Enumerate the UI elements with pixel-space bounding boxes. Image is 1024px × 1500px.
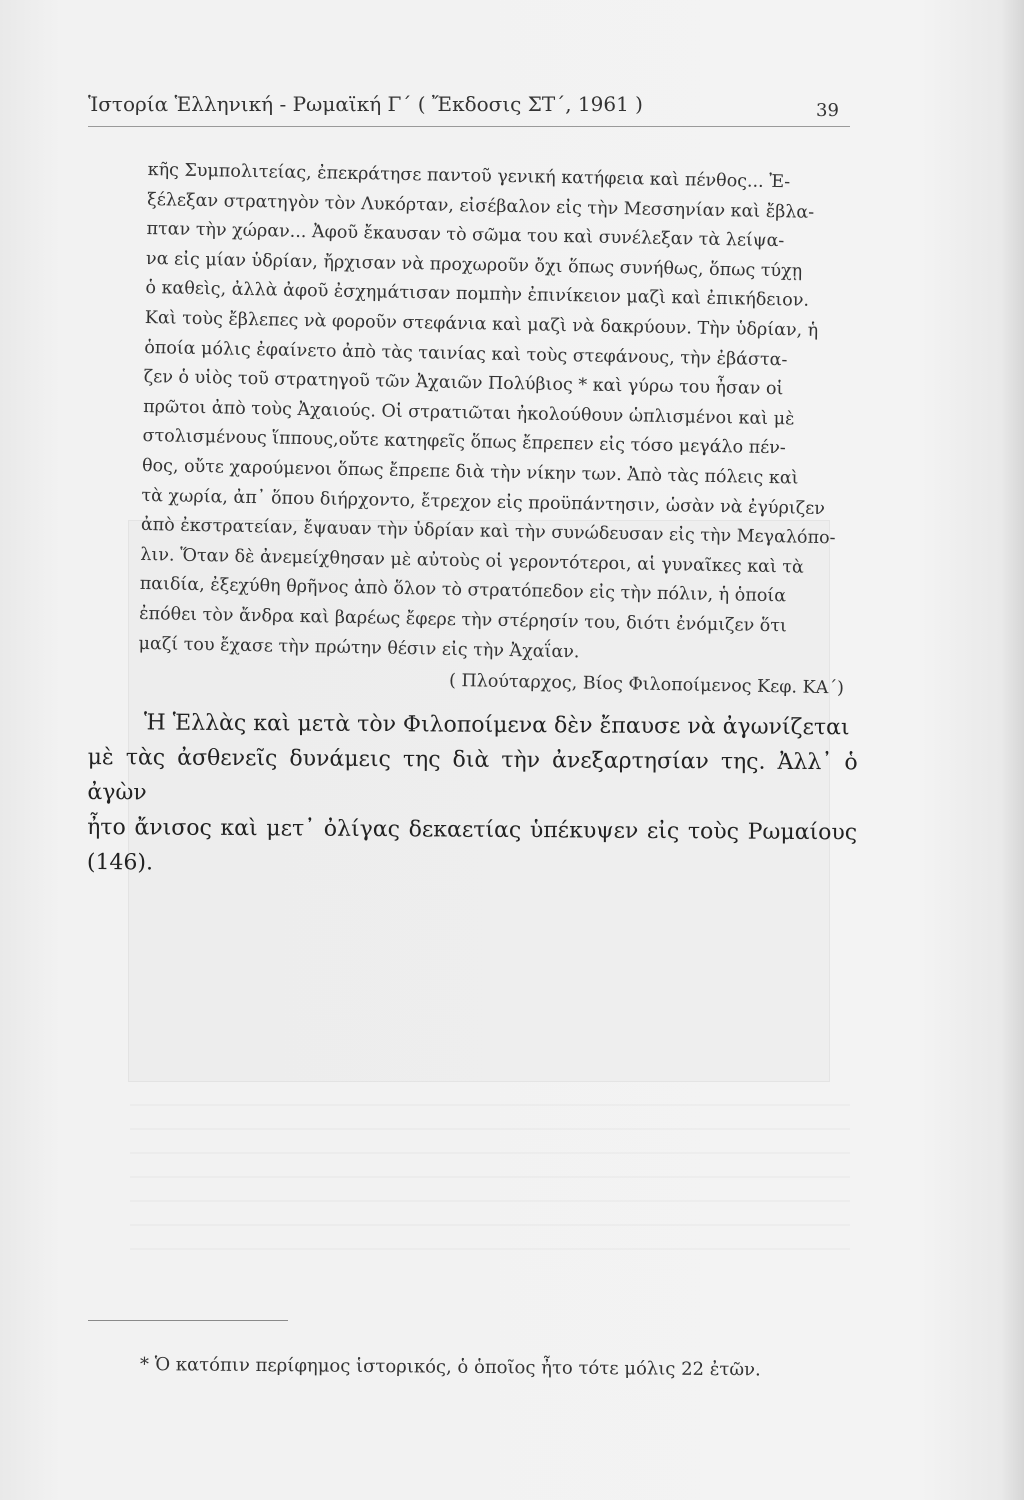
quote-line: ἐπόθει τὸν ἄνδρα καὶ βαρέως ἔφερε τὴν στέρησίν του, διότι ἐνόμιζεν ὅτι xyxy=(139,603,788,637)
quote-source: ( Πλούταρχος, Βίος Φιλοποίμενος Κεφ. ΚΑ΄) xyxy=(448,670,845,699)
quote-line: τὰ χωρία, ἀπ᾽ ὅπου διήρχοντο, ἔτρεχον εἰς προϋπάντησιν, ὡσὰν νὰ ἐγύριζεν xyxy=(141,485,826,519)
quote-line: μαζί του ἔχασε τὴν πρώτην θέσιν εἰς τὴν Ἀχαΐαν. xyxy=(138,633,580,662)
quote-line: ὁποία μόλις ἐφαίνετο ἀπὸ τὰς ταινίας καὶ τοὺς στεφάνους, τὴν ἐβάστα- xyxy=(144,337,788,370)
quote-line: κῆς Συμπολιτείας, ἐπεκράτησε παντοῦ γενική κατήφεια καὶ πένθος... Ἐ- xyxy=(147,159,791,193)
main-line: Ἡ Ἑλλὰς καὶ μετὰ τὸν Φιλοποίμενα δὲν ἔπαυσε νὰ ἀγωνίζεται xyxy=(143,710,850,741)
quote-line: λιν. Ὅταν δὲ ἀνεμείχθησαν μὲ αὐτοὺς οἱ γεροντότεροι, αἱ γυναῖκες καὶ τὰ xyxy=(140,544,805,578)
quote-line: ὁ καθεὶς, ἀλλὰ ἀφοῦ ἐσχημάτισαν πομπὴν ἐπινίκειον μαζὶ καὶ ἐπικήδειον. xyxy=(145,278,810,312)
main-paragraph xyxy=(87,705,858,885)
quote-line: ξέλεξαν στρατηγὸν τὸν Λυκόρταν, εἰσέβαλον εἰς τὴν Μεσσηνίαν καὶ ἔβλα- xyxy=(146,189,815,223)
header-title: Ἱστορία Ἑλληνική - Ρωμαϊκή Γ΄ ( Ἔκδοσις ΣΤ΄, 1961 ) xyxy=(88,92,643,116)
footnote: * Ὁ κατόπιν περίφημος ἱστορικός, ὁ ὁποῖος ἦτο τότε μόλις 22 ἐτῶν. xyxy=(139,1354,761,1381)
footnote-rule xyxy=(88,1320,288,1321)
quote-line: πταν τὴν χώραν... Ἀφοῦ ἔκαυσαν τὸ σῶμα του καὶ συνέλεξαν τὰ λείψα- xyxy=(146,219,785,252)
main-line: ἦτο ἄνισος καὶ μετ᾽ ὀλίγας δεκαετίας ὑπέκυψεν εἰς τοὺς Ρωμαίους (146). xyxy=(86,814,858,876)
quote-line: ζεν ὁ υἱὸς τοῦ στρατηγοῦ τῶν Ἀχαιῶν Πολύβιος * καὶ γύρω του ἦσαν οἱ xyxy=(143,367,784,400)
bleed-through-text xyxy=(130,1100,850,1250)
header-rule xyxy=(88,126,850,127)
quote-line: στολισμένους ἵππους,οὔτε κατηφεῖς ὅπως ἔπρεπεν εἰς τόσο μεγάλο πέν- xyxy=(142,426,786,459)
page-number: 39 xyxy=(816,100,839,121)
main-line: μὲ τὰς ἀσθενεῖς δυνάμεις της διὰ τὴν ἀνεξαρτησίαν της. Ἀλλ᾽ ὁ ἀγὼν xyxy=(87,744,858,806)
quote-line: πρῶτοι ἀπὸ τοὺς Ἀχαιούς. Οἱ στρατιῶται ἠκολούθουν ὡπλισμένοι καὶ μὲ xyxy=(142,396,795,430)
plutarch-quotation xyxy=(138,156,854,704)
quote-line: Καὶ τοὺς ἔβλεπες νὰ φοροῦν στεφάνια καὶ μαζὶ νὰ δακρύουν. Τὴν ὑδρίαν, ἡ xyxy=(144,307,819,341)
quote-line: να εἰς μίαν ὑδρίαν, ἤρχισαν νὰ προχωροῦν ὄχι ὅπως συνήθως, ὅπως τύχῃ xyxy=(145,248,803,282)
quote-line: θος, οὔτε χαρούμενοι ὅπως ἔπρεπε διὰ τὴν νίκην των. Ἀπὸ τὰς πόλεις καὶ xyxy=(141,455,799,489)
quote-line: παιδία, ἐξεχύθη θρῆνος ἀπὸ ὅλον τὸ στρατόπεδον εἰς τὴν πόλιν, ἡ ὁποία xyxy=(139,574,787,607)
running-header xyxy=(88,92,848,124)
quote-line: ἀπὸ ἐκστρατείαν, ἔψαυαν τὴν ὑδρίαν καὶ τὴν συνώδευσαν εἰς τὴν Μεγαλόπο- xyxy=(140,515,836,549)
page-edge-shadow xyxy=(1002,0,1024,1500)
